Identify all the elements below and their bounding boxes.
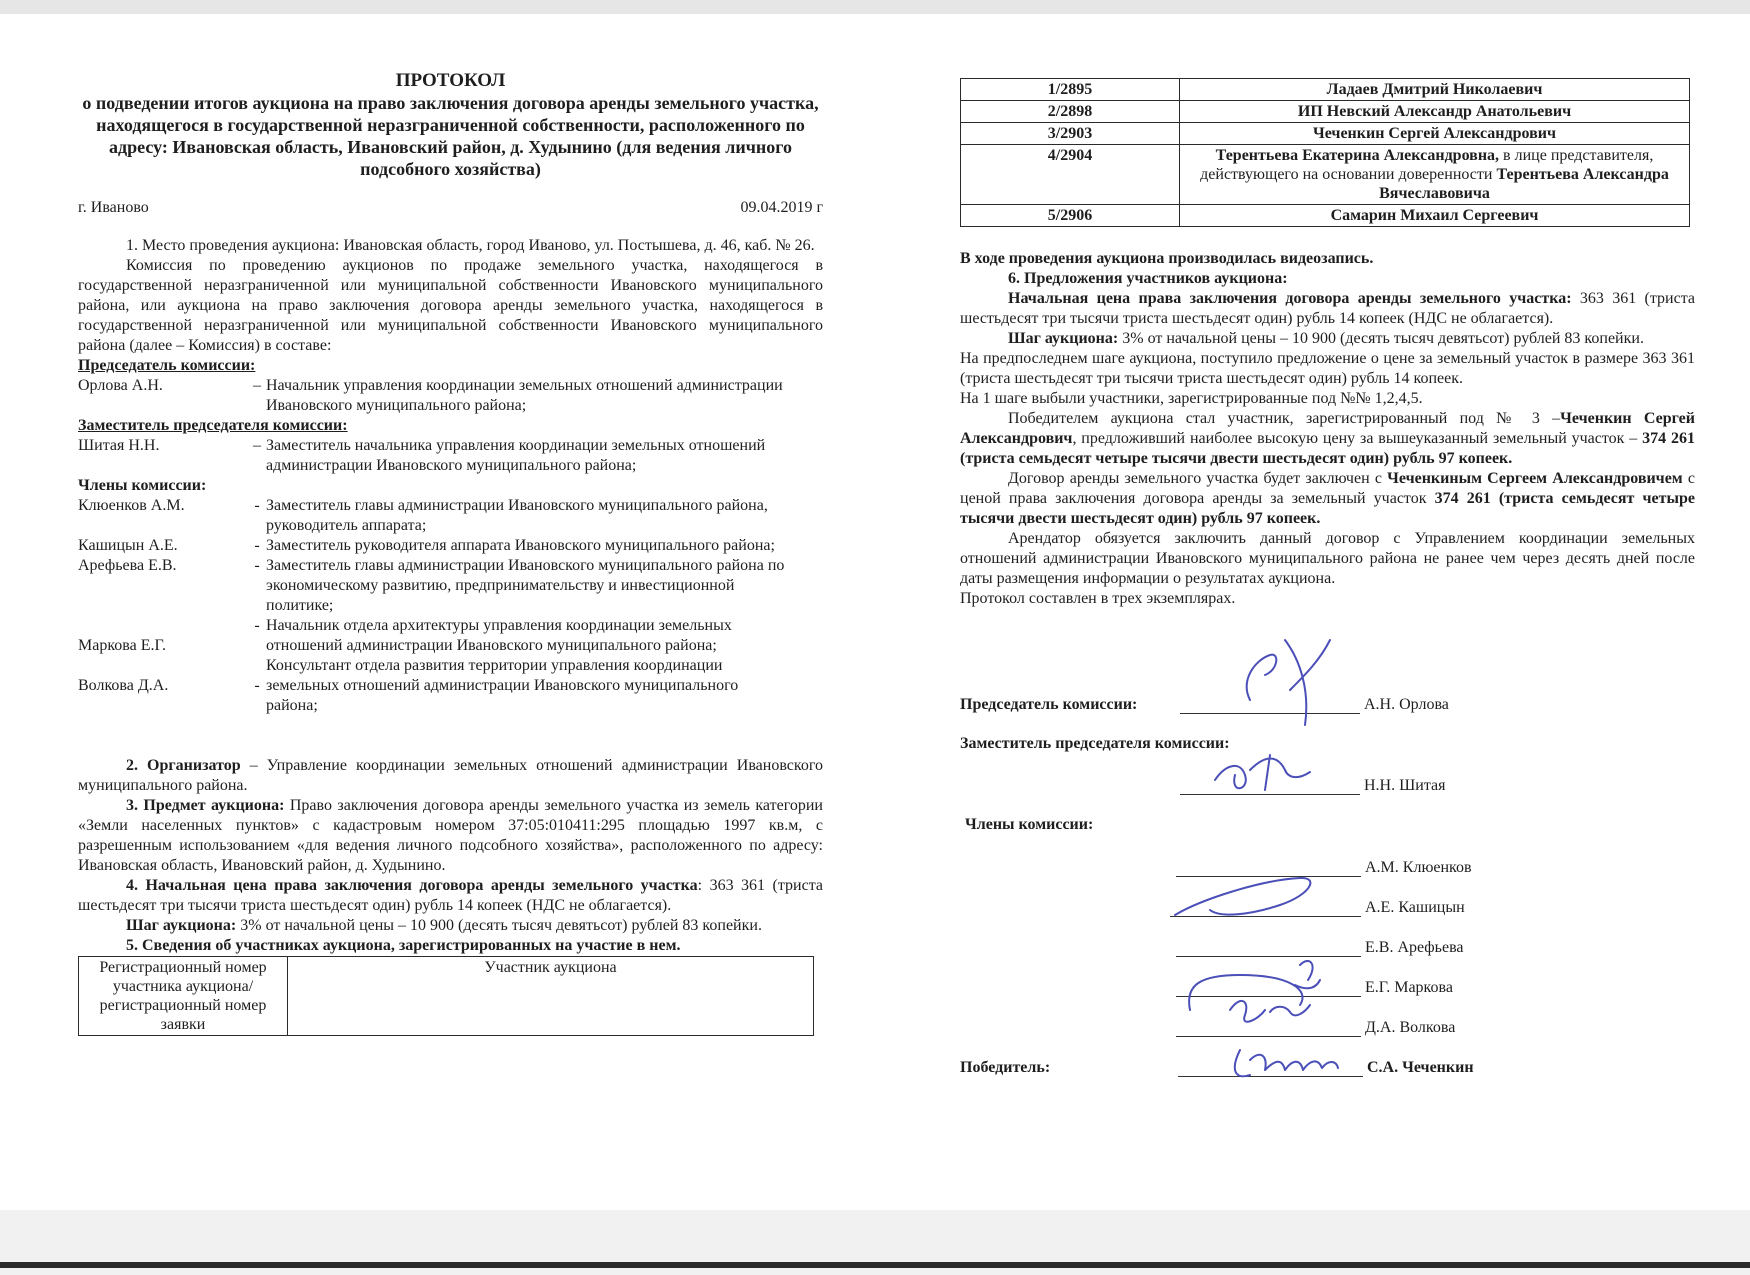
signature-line: [1176, 858, 1361, 877]
section-6-heading: 6. Предложения участников аукциона:: [1008, 270, 1288, 287]
section-5-heading: 5. Сведения об участниках аукциона, зарегистрированных на участие в нем.: [126, 937, 681, 954]
table-row: 4/2904 Терентьева Екатерина Александровна, в лице представителя, действующего на основании доверенности Терентьева Александра Вячеславовича: [961, 145, 1690, 205]
member-name: Орлова А.Н.: [78, 377, 163, 394]
right-page: [960, 78, 1695, 609]
table-row: 2/2898 ИП Невский Александр Анатольевич: [961, 101, 1690, 123]
tenant-obligation: Арендатор обязуется заключить данный договор с Управлением координации земельных отношений администрации Ивановского муниципального района не ранее чем через десять дней после даты размещения информации о результатах аукциона.: [960, 530, 1695, 587]
left-page: [78, 70, 823, 1036]
signature-deputy-label: Заместитель председателя комиссии:: [960, 735, 1230, 752]
member-row: Кашицын А.Е. - Заместитель руководителя аппарата Ивановского муниципального района;: [78, 536, 823, 556]
registration-table-header: [78, 956, 814, 1036]
signature-member: Е.Г. Маркова: [1176, 978, 1453, 997]
section-3-subject: 3. Предмет аукциона: Право заключения договора аренды земельного участка из земель категории «Земли населенных пунктов» с кадастровым номером 37:05:010411:295 площадью 1997 кв.м, с разрешенным использованием «для ведения личного подсобного хозяйства», расположенного по адресу: Ивановская область, Ивановский район, д. Худынино.: [78, 797, 823, 874]
signature-line: [1176, 938, 1361, 957]
section-6-price: Начальная цена права заключения договора аренды земельного участка: 363 361 (триста шестьдесят три тысячи триста шестьдесят один) рубль 14 копеек (НДС не облагается).: [960, 290, 1696, 327]
winner-paragraph: Победителем аукциона стал участник, зарегистрированный под № 3 –Чеченкин Сергей Александрович, предложивший наиболее высокую цену за вышеуказанный земельный участок – 374 261 (триста семьдесят четыре тысячи двести шестьдесят один) рубль 97 копеек.: [960, 410, 1696, 467]
contract-paragraph: Договор аренды земельного участка будет заключен с Чеченкиным Сергеем Александровичем с ценой права заключения договора аренды за земельный участок 374 261 (триста семьдесят четыре тысячи двести шестьдесят один) рубль 97 копеек.: [960, 470, 1696, 527]
signature-members-label: Члены комиссии:: [965, 816, 1094, 833]
participant-header: Участник аукциона: [288, 957, 814, 1036]
document-title: ПРОТОКОЛ: [395, 70, 506, 91]
section-1-place: 1. Место проведения аукциона: Ивановская область, город Иваново, ул. Постышева, д. 46, каб. № 26.: [126, 237, 815, 254]
member-role: Заместитель руководителя аппарата Ивановского муниципального района;: [266, 537, 775, 554]
scan-border-top: [0, 0, 1750, 14]
member-row: Клюенков А.М. - Заместитель главы администрации Ивановского муниципального района, руководитель аппарата;: [78, 496, 823, 536]
deputy-heading: Заместитель председателя комиссии:: [78, 417, 348, 434]
member-row: Волкова Д.А. - Консультант отдела развития территории управления координации земельных отношений администрации Ивановского муниципального района;: [78, 656, 823, 716]
participants-table: [960, 78, 1690, 227]
document-subtitle: о подведении итогов аукциона на право заключения договора аренды земельного участка, находящегося в государственной неразграниченной собственности, расположенного по адресу: Ивановская область, Ивановский район, д. Худынино (для ведения личного подсобного хозяйства): [82, 93, 819, 179]
section-2-organizer: 2. Организатор – Управление координации земельных отношений администрации Ивановского муниципального района.: [78, 757, 824, 794]
member-name: Клюенков А.М.: [78, 497, 185, 514]
signature-line: [1180, 695, 1360, 714]
table-row: 5/2906 Самарин Михаил Сергеевич: [961, 205, 1690, 227]
deputy-row: Шитая Н.Н. – Заместитель начальника управления координации земельных отношений администрации Ивановского муниципального района;: [78, 436, 823, 476]
document-title-block: [78, 70, 823, 180]
video-note: В ходе проведения аукциона производилась видеозапись.: [960, 250, 1374, 267]
members-heading: Члены комиссии:: [78, 477, 207, 494]
member-name: Арефьева Е.В.: [78, 557, 177, 574]
section-4-step: Шаг аукциона: 3% от начальной цены – 10 900 (десять тысяч девятьсот) рублей 83 копейки.: [126, 917, 762, 934]
member-name: Кашицын А.Е.: [78, 537, 178, 554]
table-row: 3/2903 Чеченкин Сергей Александрович: [961, 123, 1690, 145]
document-date: 09.04.2019 г: [740, 199, 823, 216]
member-role: Начальник управления координации земельных отношений администрации Ивановского муниципального района;: [266, 377, 783, 414]
member-name: Волкова Д.А.: [78, 677, 169, 694]
member-name: Маркова Е.Г.: [78, 637, 166, 654]
signature-line: [1178, 1058, 1363, 1077]
commission-intro: Комиссия по проведению аукционов по продаже земельного участка, находящегося в государственной неразграниченной или муниципальной собственности Ивановского муниципального района, или аукциона на право заключения договора аренды земельного участка, находящегося в государственной неразграниченной или муниципальной собственности Ивановского муниципального района (далее – Комиссия) в составе:: [78, 257, 823, 354]
signature-winner: Победитель: С.А. Чеченкин: [960, 1059, 1474, 1076]
member-name: Шитая Н.Н.: [78, 437, 160, 454]
member-role: Начальник отдела архитектуры управления координации земельных отношений администрации Ивановского муниципального района;: [266, 617, 732, 654]
signature-member: А.М. Клюенков: [1176, 858, 1472, 877]
section-4-price: 4. Начальная цена права заключения договора аренды земельного участка: 363 361 (триста шестьдесят три тысячи триста шестьдесят один) рубль 14 копеек (НДС не облагается).: [78, 877, 823, 914]
member-row: Арефьева Е.В. - Заместитель главы администрации Ивановского муниципального района по экономическому развитию, предпринимательству и инвестиционной политике;: [78, 556, 823, 616]
signature-chair: Председатель комиссии: А.Н. Орлова: [960, 696, 1449, 713]
signature-line: [1176, 1018, 1361, 1037]
chair-row: Орлова А.Н. – Начальник управления координации земельных отношений администрации Ивановского муниципального района;: [78, 376, 823, 416]
signature-member: Е.В. Арефьева: [1176, 938, 1464, 957]
copies-note: Протокол составлен в трех экземплярах.: [960, 590, 1236, 607]
section-6-step: Шаг аукциона: 3% от начальной цены – 10 900 (десять тысяч девятьсот) рублей 83 копейки.: [1008, 330, 1644, 347]
city: г. Иваново: [78, 199, 149, 216]
dropped-participants: На 1 шаге выбыли участники, зарегистрированные под №№ 1,2,4,5.: [960, 390, 1423, 407]
member-role: Заместитель начальника управления координации земельных отношений администрации Ивановского муниципального района;: [266, 437, 766, 474]
penultimate-step: На предпоследнем шаге аукциона, поступило предложение о цене за земельный участок в размере 363 361 (триста шестьдесят три тысячи триста шестьдесят один) рубль 14 копеек.: [960, 350, 1695, 387]
member-role: Заместитель главы администрации Ивановского муниципального района, руководитель аппарата;: [266, 497, 768, 534]
chair-heading: Председатель комиссии:: [78, 357, 256, 374]
signature-line: [1176, 978, 1361, 997]
member-role: Заместитель главы администрации Ивановского муниципального района по экономическому развитию, предпринимательству и инвестиционной политике;: [266, 557, 785, 614]
scan-border-line: [0, 1262, 1750, 1268]
table-row: 1/2895 Ладаев Дмитрий Николаевич: [961, 79, 1690, 101]
signature-member: Д.А. Волкова: [1176, 1018, 1455, 1037]
signature-line: [1180, 776, 1360, 795]
reg-number-header: Регистрационный номер участника аукциона/ регистрационный номер заявки: [79, 957, 288, 1036]
member-row: Маркова Е.Г. - Начальник отдела архитектуры управления координации земельных отношений администрации Ивановского муниципального района;: [78, 616, 823, 656]
signature-member: А.Е. Кашицын: [1170, 898, 1465, 917]
place-date-row: [78, 198, 823, 218]
signature-line: [1170, 898, 1361, 917]
signature-deputy: Н.Н. Шитая: [1180, 776, 1445, 795]
member-role: Консультант отдела развития территории управления координации земельных отношений администрации Ивановского муниципального района;: [266, 657, 739, 714]
